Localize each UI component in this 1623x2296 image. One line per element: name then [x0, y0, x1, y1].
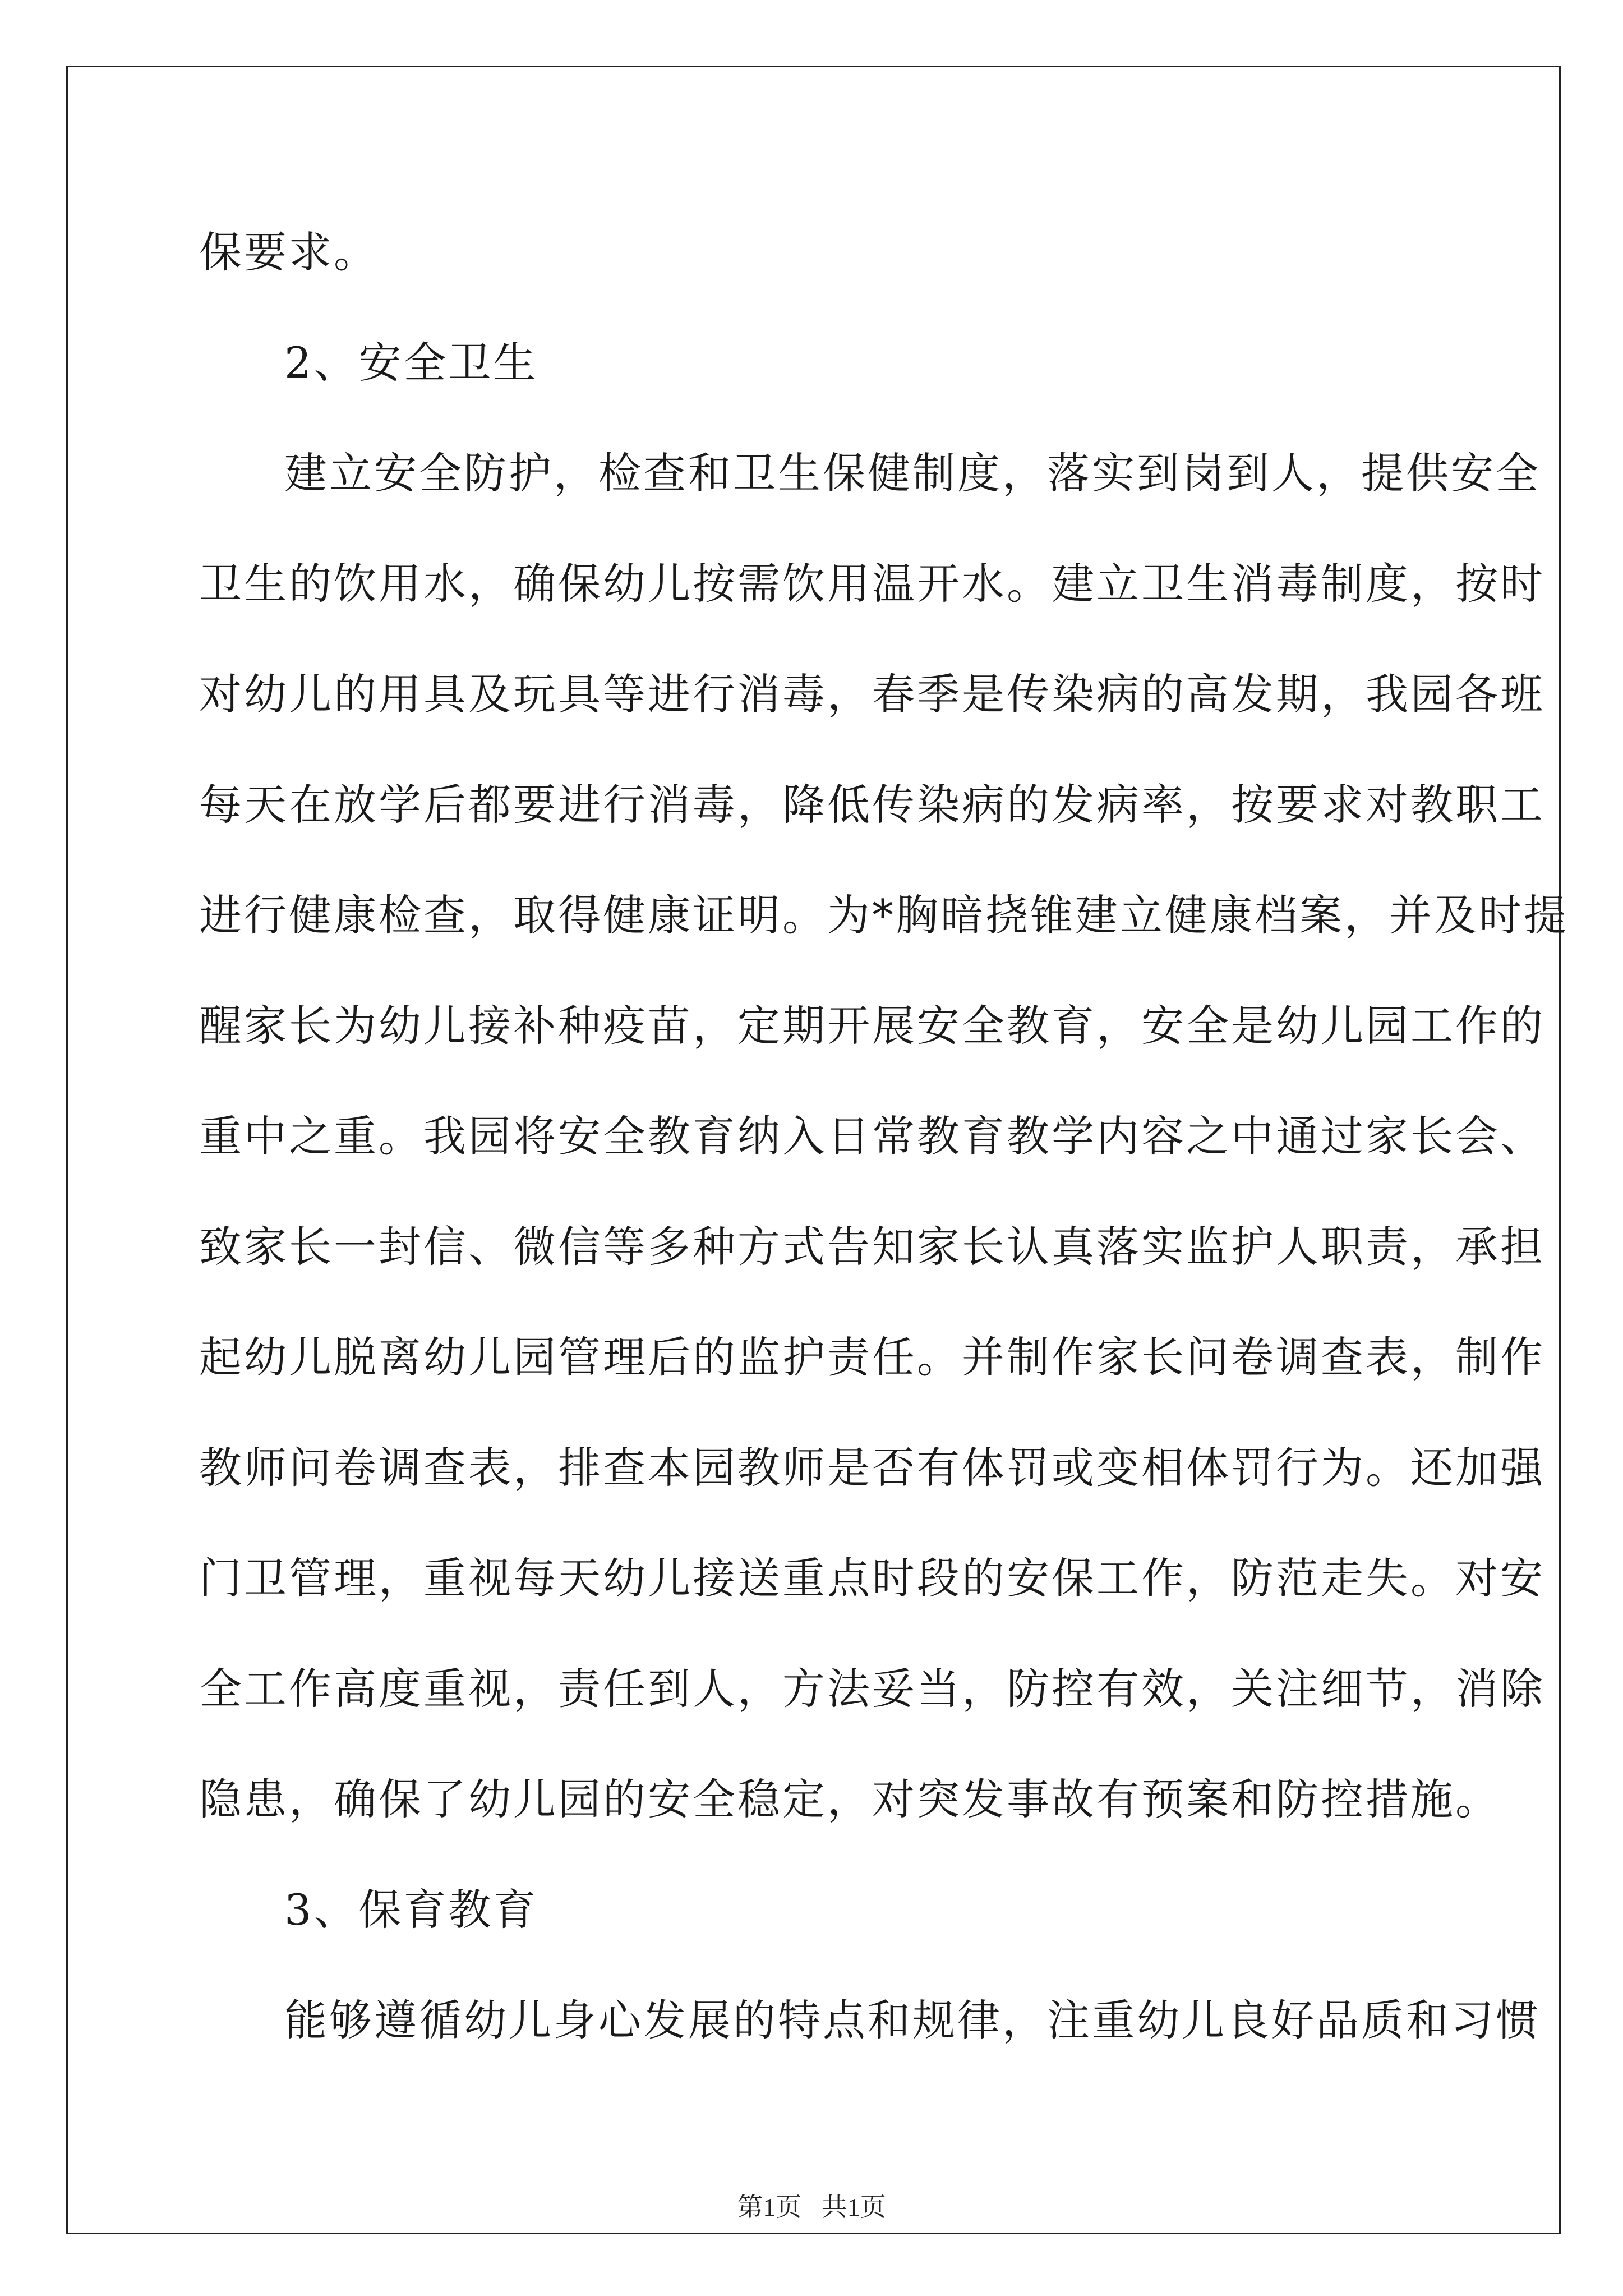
text-line: 醒家长为幼儿接补种疫苗，定期开展安全教育，安全是幼儿园工作的	[199, 1001, 1545, 1051]
text-line: 起幼儿脱离幼儿园管理后的监护责任。并制作家长问卷调查表，制作	[199, 1332, 1545, 1382]
text-line: 隐患，确保了幼儿园的安全稳定，对突发事故有预案和防控措施。	[199, 1774, 1500, 1824]
page-footer	[0, 2191, 1623, 2224]
page-number: 第1页	[737, 2193, 802, 2221]
text-line: 致家长一封信、微信等多种方式告知家长认真落实监护人职责，承担	[199, 1222, 1545, 1272]
page-total: 共1页	[821, 2193, 886, 2221]
text-line: 能够遵循幼儿身心发展的特点和规律，注重幼儿良好品质和习惯	[284, 1995, 1541, 2045]
text-line: 进行健康检查，取得健康证明。为*胸暗挠锥建立健康档案，并及时提	[199, 890, 1569, 940]
section-heading: 3、保育教育	[284, 1885, 538, 1935]
section-heading: 2、安全卫生	[284, 338, 538, 388]
text-line: 每天在放学后都要进行消毒，降低传染病的发病率，按要求对教职工	[199, 780, 1545, 830]
text-line: 教师问卷调查表，排查本园教师是否有体罚或变相体罚行为。还加强	[199, 1443, 1545, 1493]
text-line: 全工作高度重视，责任到人，方法妥当，防控有效，关注细节，消除	[199, 1664, 1545, 1714]
text-line: 重中之重。我园将安全教育纳入日常教育教学内容之中通过家长会、	[199, 1111, 1545, 1161]
text-line: 保要求。	[199, 227, 379, 277]
text-line: 门卫管理，重视每天幼儿接送重点时段的安保工作，防范走失。对安	[199, 1553, 1545, 1603]
text-line: 卫生的饮用水，确保幼儿按需饮用温开水。建立卫生消毒制度，按时	[199, 559, 1545, 609]
text-line: 对幼儿的用具及玩具等进行消毒，春季是传染病的高发期，我园各班	[199, 669, 1545, 719]
text-line: 建立安全防护，检查和卫生保健制度，落实到岗到人，提供安全	[284, 448, 1541, 498]
